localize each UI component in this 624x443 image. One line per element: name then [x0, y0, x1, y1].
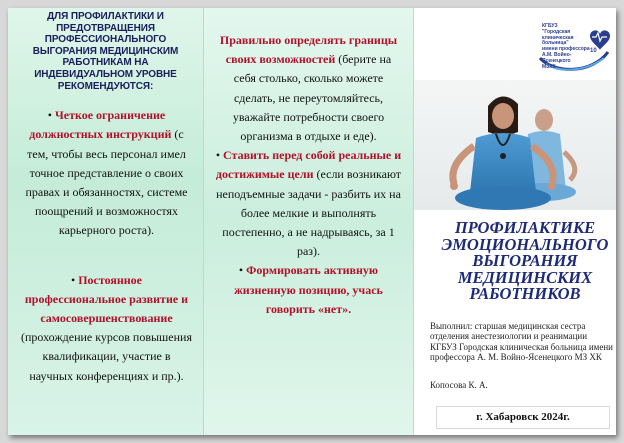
- nurse-meditating-photo: [414, 80, 616, 210]
- bullet-item: [214, 31, 403, 146]
- logo-line: МЗХК: [542, 63, 556, 70]
- cover-panel: [414, 8, 616, 435]
- author-name: Копосова К. А.: [430, 380, 488, 390]
- logo-line: "Городская: [542, 28, 571, 35]
- logo-line: клиническая: [542, 34, 574, 41]
- bullet-marker: •: [70, 272, 76, 287]
- bullet-emphasis: Четкое ограничение должностных инструкций: [29, 108, 172, 142]
- leaflet-sheet: [8, 8, 616, 435]
- leaflet-title: ПРОФИЛАКТИКЕ ЭМОЦИОНАЛЬНОГО ВЫГОРАНИЯ МЕДИЦИНСКИХ РАБОТНИКОВ: [441, 218, 609, 303]
- bullet-text: (берите на себя столько, сколько можете сделать, не переутомляйтесь, уважайте потребности своего организма в отдыхе и еде).: [232, 52, 392, 144]
- bullet-text: (прохождение курсов повышения квалификации, участие в научных конференциях и пр.).: [21, 330, 192, 383]
- logo-line: КГБУЗ: [542, 23, 558, 29]
- bullet-marker: •: [47, 108, 52, 123]
- middle-panel: [204, 8, 414, 435]
- bullet-emphasis: Ставить перед собой реальные и достижимые цели: [215, 148, 402, 182]
- logo-line: А.М. Войно-Ясенецкого: [542, 51, 572, 64]
- bullet-emphasis: Формировать активную жизненную позицию, учась говорить «нет».: [234, 263, 383, 316]
- bullet-item: [20, 271, 193, 386]
- left-panel: [8, 8, 204, 435]
- left-bullet-list: [8, 92, 203, 386]
- bullet-emphasis: Правильно определять границы своих возможностей: [219, 33, 398, 67]
- bullet-marker: •: [238, 263, 244, 278]
- logo-line: больница": [542, 40, 569, 47]
- logo-text: [542, 24, 596, 70]
- logo-number: 10: [590, 48, 597, 54]
- performer-info: Выполнил: старшая медицинская сестра отделения анестезиологии и реанимации КГБУЗ Городская клиническая больница имени профессора А. М. Войно-Ясенецкого МЗ ХК: [430, 321, 613, 363]
- middle-bullet-list: [204, 8, 413, 319]
- bullet-text: (с тем, чтобы весь персонал имел точное представление о своих правах и обязанностях, системе поощрений и возможностях карьерного роста).: [25, 127, 188, 238]
- bullet-emphasis: Постоянное профессиональное развитие и самосовершенствование: [24, 272, 189, 325]
- city-year-box: г. Хабаровск 2024г.: [436, 406, 610, 429]
- bullet-marker: •: [215, 148, 221, 163]
- logo-line: имени профессора: [542, 46, 590, 53]
- recommendations-heading: ДЛЯ ПРОФИЛАКТИКИ И ПРЕДОТВРАЩЕНИЯ ПРОФЕССИОНАЛЬНОГО ВЫГОРАНИЯ МЕДИЦИНСКИМ РАБОТНИКАМ НА ИНДЕВИДУАЛЬНОМ УРОВНЕ РЕКОМЕНДУЮТСЯ:: [32, 11, 179, 92]
- bullet-text: (если возникают неподъемные задачи - разбить их на более мелкие и выполнять постепенно, а не надрываясь, за 1 раз).: [216, 167, 402, 259]
- bullet-item: [20, 106, 193, 240]
- bullet-item: [214, 146, 403, 261]
- bullet-item: [214, 261, 403, 319]
